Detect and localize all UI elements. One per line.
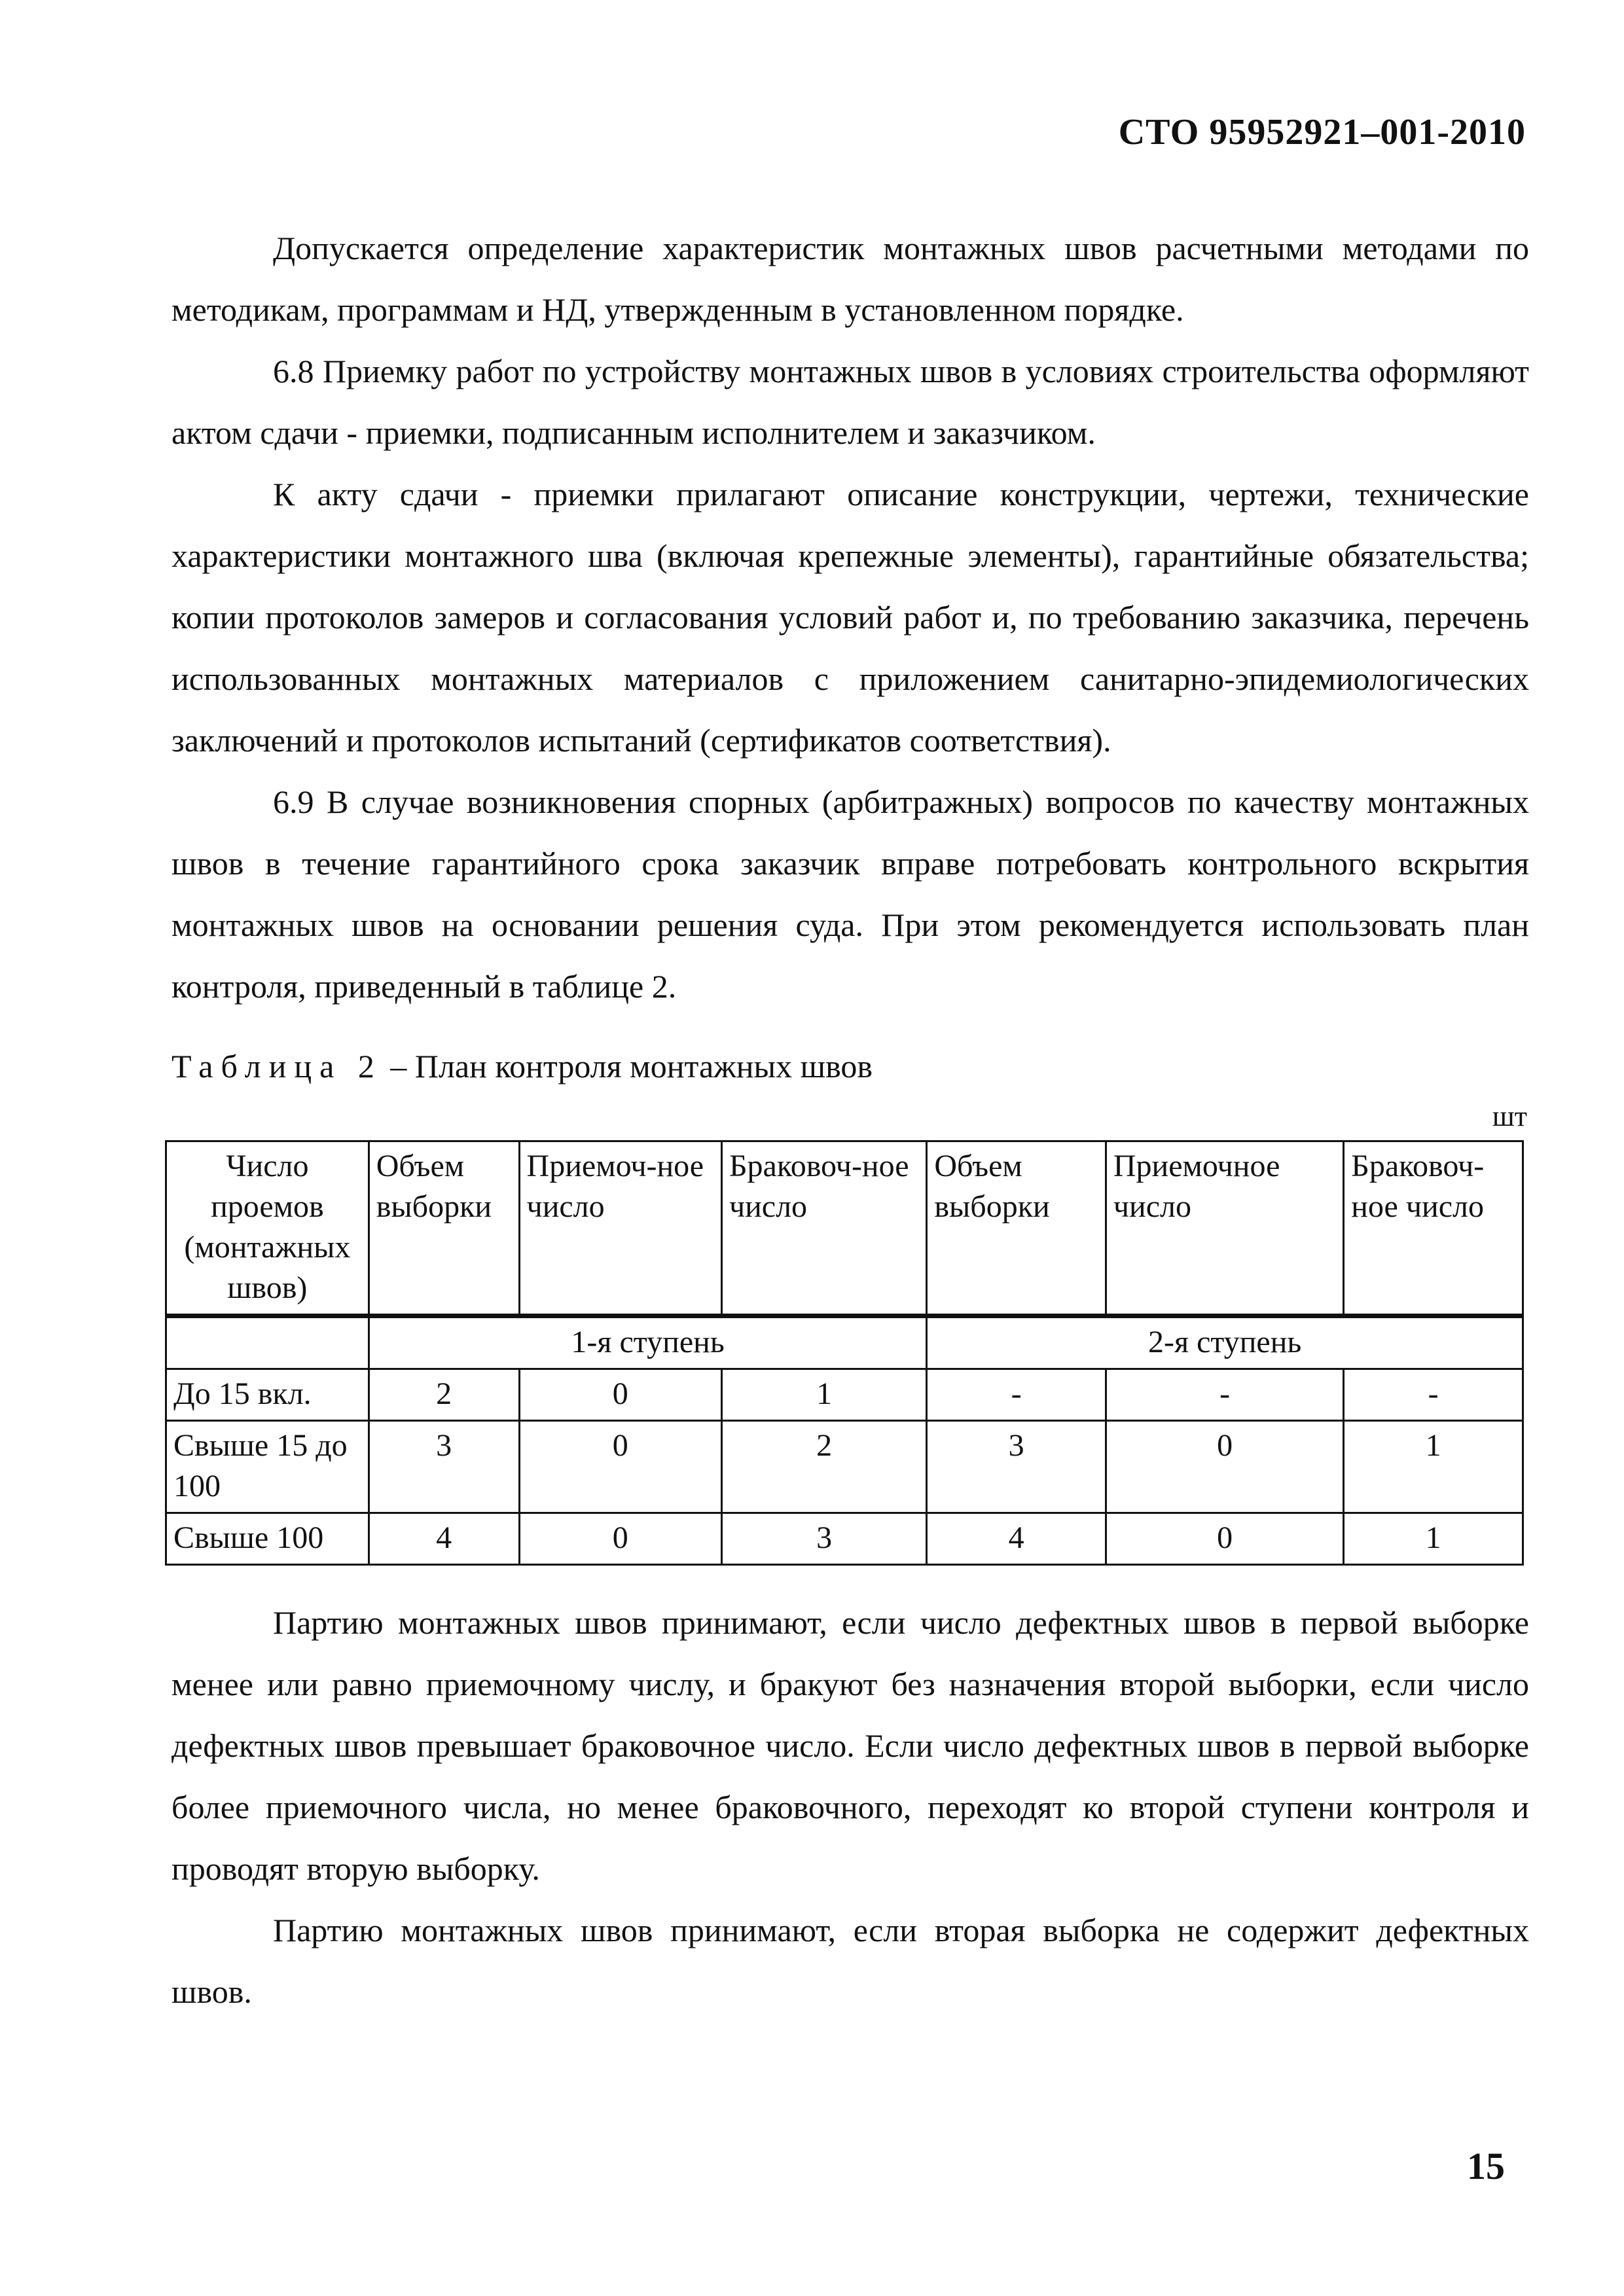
paragraph: К акту сдачи - приемки прилагают описание конструкции, чертежи, технические характеристики монтажного шва (включая крепежные элементы), гарантийные обязательства; копии протоколов замеров и согласования условий работ и, по требованию заказчика, перечень использованных монтажных материалов с приложением санитарно-эпидемиологических заключений и протоколов испытаний (сертификатов соответствия). — [171, 476, 1529, 759]
table-cell: 0 — [519, 1369, 721, 1421]
table-row — [166, 1369, 1523, 1421]
header-cell-rejection-number-2: Браковоч-ное число — [1344, 1141, 1523, 1316]
table-cell: - — [927, 1369, 1106, 1421]
table-caption-prefix: Таблица 2 — [171, 1048, 382, 1085]
table-cell: 3 — [369, 1421, 519, 1513]
table-cell: 1 — [1344, 1513, 1523, 1565]
table-row — [166, 1513, 1523, 1565]
table-cell: 3 — [927, 1421, 1106, 1513]
table-caption-text: – План контроля монтажных швов — [382, 1048, 873, 1085]
table-caption — [171, 1047, 873, 1085]
table-cell: 0 — [1106, 1513, 1343, 1565]
body-text-bottom — [171, 1592, 1529, 2022]
table-unit: шт — [1492, 1100, 1527, 1132]
table-cell: 4 — [369, 1513, 519, 1565]
row-label: До 15 вкл. — [166, 1369, 369, 1421]
table-cell: 1 — [1344, 1421, 1523, 1513]
table-cell: - — [1106, 1369, 1343, 1421]
table-cell: 0 — [519, 1513, 721, 1565]
paragraph: Партию монтажных швов принимают, если вторая выборка не содержит дефектных швов. — [171, 1912, 1529, 2010]
body-text-top — [171, 217, 1529, 1017]
header-cell-acceptance-number-1: Приемоч-ное число — [519, 1141, 721, 1316]
paragraph: Партию монтажных швов принимают, если число дефектных швов в первой выборке менее или равно приемочному числу, и бракуют без назначения второй выборки, если число дефектных швов превышает браковочное число. Если число дефектных швов в первой выборке более приемочного числа, но менее браковочного, переходят ко второй ступени контроля и проводят вторую выборку. — [171, 1604, 1529, 1887]
table-cell: 0 — [1106, 1421, 1343, 1513]
table-cell: 0 — [519, 1421, 721, 1513]
table-row — [166, 1421, 1523, 1513]
table-cell: 4 — [927, 1513, 1106, 1565]
row-label: Свыше 15 до 100 — [166, 1421, 369, 1513]
page-number: 15 — [1467, 2145, 1505, 2187]
row-label: Свыше 100 — [166, 1513, 369, 1565]
table-cell: - — [1344, 1369, 1523, 1421]
table-cell: 2 — [721, 1421, 926, 1513]
stage-1-cell: 1-я ступень — [369, 1316, 927, 1369]
table-cell: 2 — [369, 1369, 519, 1421]
stage-row — [166, 1316, 1523, 1369]
table-cell: 3 — [721, 1513, 926, 1565]
document-code: СТО 95952921–001-2010 — [1118, 112, 1526, 152]
header-cell-acceptance-number-2: Приемочное число — [1106, 1141, 1343, 1316]
header-cell-openings: Число проемов (монтажных швов) — [166, 1141, 369, 1316]
header-cell-sample-size-2: Объем выборки — [927, 1141, 1106, 1316]
control-plan-table — [165, 1140, 1524, 1566]
stage-empty-cell — [166, 1316, 369, 1369]
paragraph-6-9: 6.9 В случае возникновения спорных (арбитражных) вопросов по качеству монтажных швов в течение гарантийного срока заказчик вправе потребовать контрольного вскрытия монтажных швов на основании решения суда. При этом рекомендуется использовать план контроля, приведенный в таблице 2. — [171, 783, 1529, 1005]
table-header-row — [166, 1141, 1523, 1316]
paragraph: Допускается определение характеристик монтажных швов расчетными методами по методикам, программам и НД, утвержденным в установленном порядке. — [171, 230, 1529, 328]
stage-2-cell: 2-я ступень — [927, 1316, 1523, 1369]
table-cell: 1 — [721, 1369, 926, 1421]
header-cell-sample-size-1: Объем выборки — [369, 1141, 519, 1316]
paragraph-6-8: 6.8 Приемку работ по устройству монтажных швов в условиях строительства оформляют актом сдачи - приемки, подписанным исполнителем и заказчиком. — [171, 353, 1529, 451]
header-cell-rejection-number-1: Браковоч-ное число — [721, 1141, 926, 1316]
